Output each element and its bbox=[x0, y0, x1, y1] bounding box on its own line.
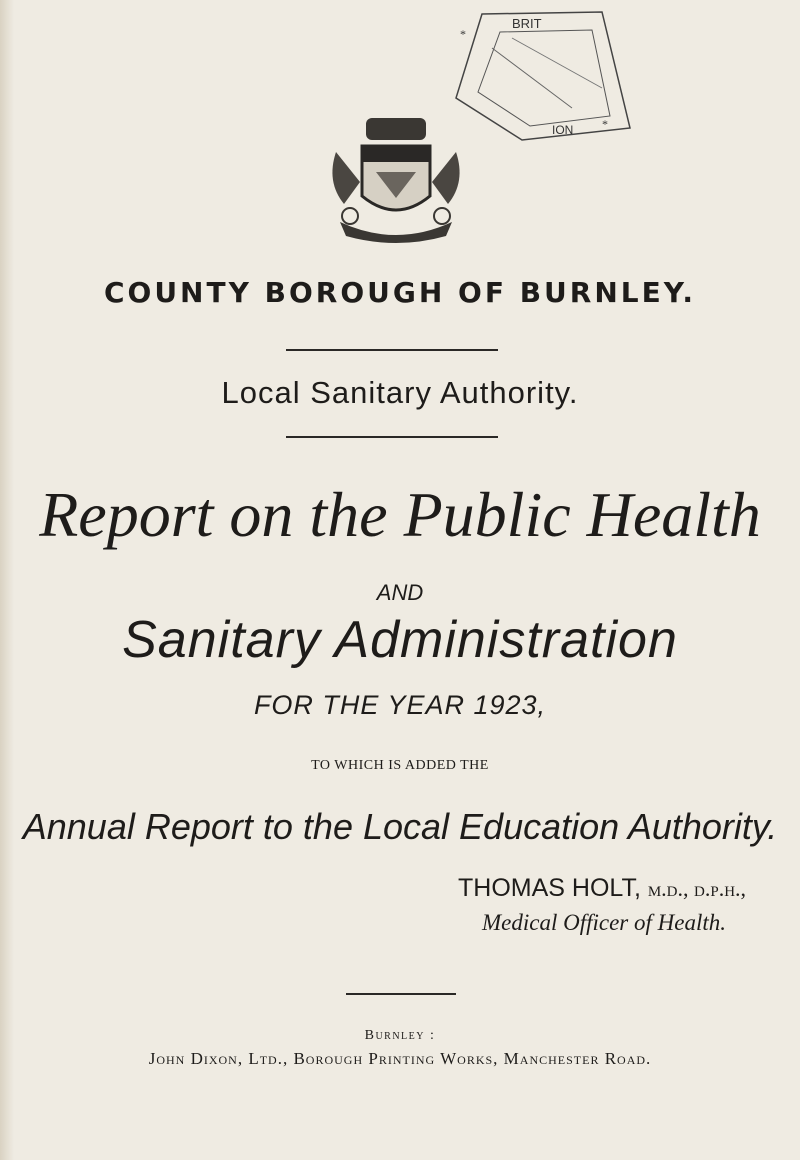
report-title: Report on the Public Health bbox=[39, 479, 761, 550]
author-name: THOMAS HOLT, bbox=[458, 874, 641, 902]
imprint-place: Burnley : bbox=[364, 1028, 436, 1043]
year-line: FOR THE YEAR 1923, bbox=[253, 690, 547, 720]
divider bbox=[346, 993, 456, 995]
county-title: COUNTY BOROUGH OF BURNLEY. bbox=[103, 276, 697, 309]
svg-text:*: * bbox=[460, 27, 466, 41]
imprint-printer: John Dixon, Ltd., Borough Printing Works, Manchester Road. bbox=[148, 1049, 652, 1068]
divider bbox=[286, 349, 498, 351]
annual-report-title: Annual Report to the Local Education Authority. bbox=[22, 806, 778, 847]
author-qualifications: m.d., d.p.h., bbox=[647, 876, 747, 901]
conjunction: AND bbox=[376, 580, 424, 605]
authority-heading: Local Sanitary Authority. bbox=[221, 375, 579, 410]
coat-of-arms-icon bbox=[326, 112, 466, 250]
added-line: TO WHICH IS ADDED THE bbox=[311, 758, 489, 773]
svg-text:*: * bbox=[602, 117, 608, 131]
divider bbox=[286, 436, 498, 438]
author-role: Medical Officer of Health. bbox=[482, 910, 726, 935]
subtitle: Sanitary Administration bbox=[122, 611, 678, 669]
svg-text:ION: ION bbox=[552, 123, 574, 137]
svg-text:BRIT: BRIT bbox=[512, 16, 542, 31]
author-line bbox=[458, 874, 746, 903]
library-stamp-icon bbox=[452, 8, 632, 148]
